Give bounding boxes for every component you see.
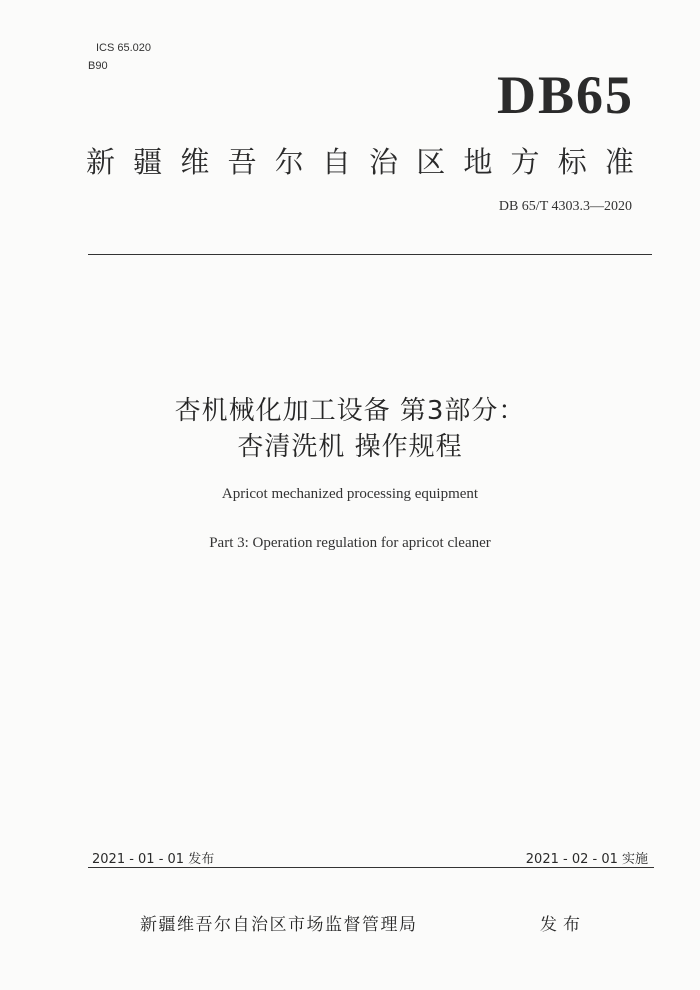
title-char: 疆 [133, 145, 163, 179]
footer-divider [88, 867, 654, 868]
title-char: 尔 [274, 145, 304, 179]
title-char: 地 [463, 145, 493, 179]
issue-label: 发布 [540, 915, 586, 935]
standard-type-title [86, 140, 634, 181]
english-title-line-2: Part 3: Operation regulation for apricot cleaner [209, 535, 491, 551]
classification-code: B90 [88, 60, 108, 72]
title-char: 吾 [227, 145, 257, 179]
standard-code-logo: DB65 [496, 65, 634, 125]
title-char: 自 [321, 145, 351, 179]
header-divider [88, 254, 652, 255]
title-char: 区 [416, 145, 446, 179]
implement-date: 2021 - 02 - 01 实施 [525, 852, 648, 867]
publish-date: 2021 - 01 - 01 发布 [92, 852, 215, 867]
chinese-title-line-1: 杏机械化加工设备 第3部分： [174, 396, 526, 426]
english-title-line-1: Apricot mechanized processing equipment [221, 486, 479, 502]
chinese-title-line-2: 杏清洗机 操作规程 [237, 432, 463, 462]
title-char: 方 [510, 145, 540, 179]
standard-number: DB 65/T 4303.3—2020 [498, 199, 632, 214]
issuing-authority: 新疆维吾尔自治区市场监督管理局 [140, 915, 418, 935]
title-char: 新 [86, 145, 116, 179]
title-char: 治 [369, 145, 399, 179]
title-char: 维 [180, 145, 210, 179]
ics-code: ICS 65.020 [96, 42, 152, 54]
title-char: 标 [557, 145, 587, 179]
title-char: 准 [604, 145, 634, 179]
